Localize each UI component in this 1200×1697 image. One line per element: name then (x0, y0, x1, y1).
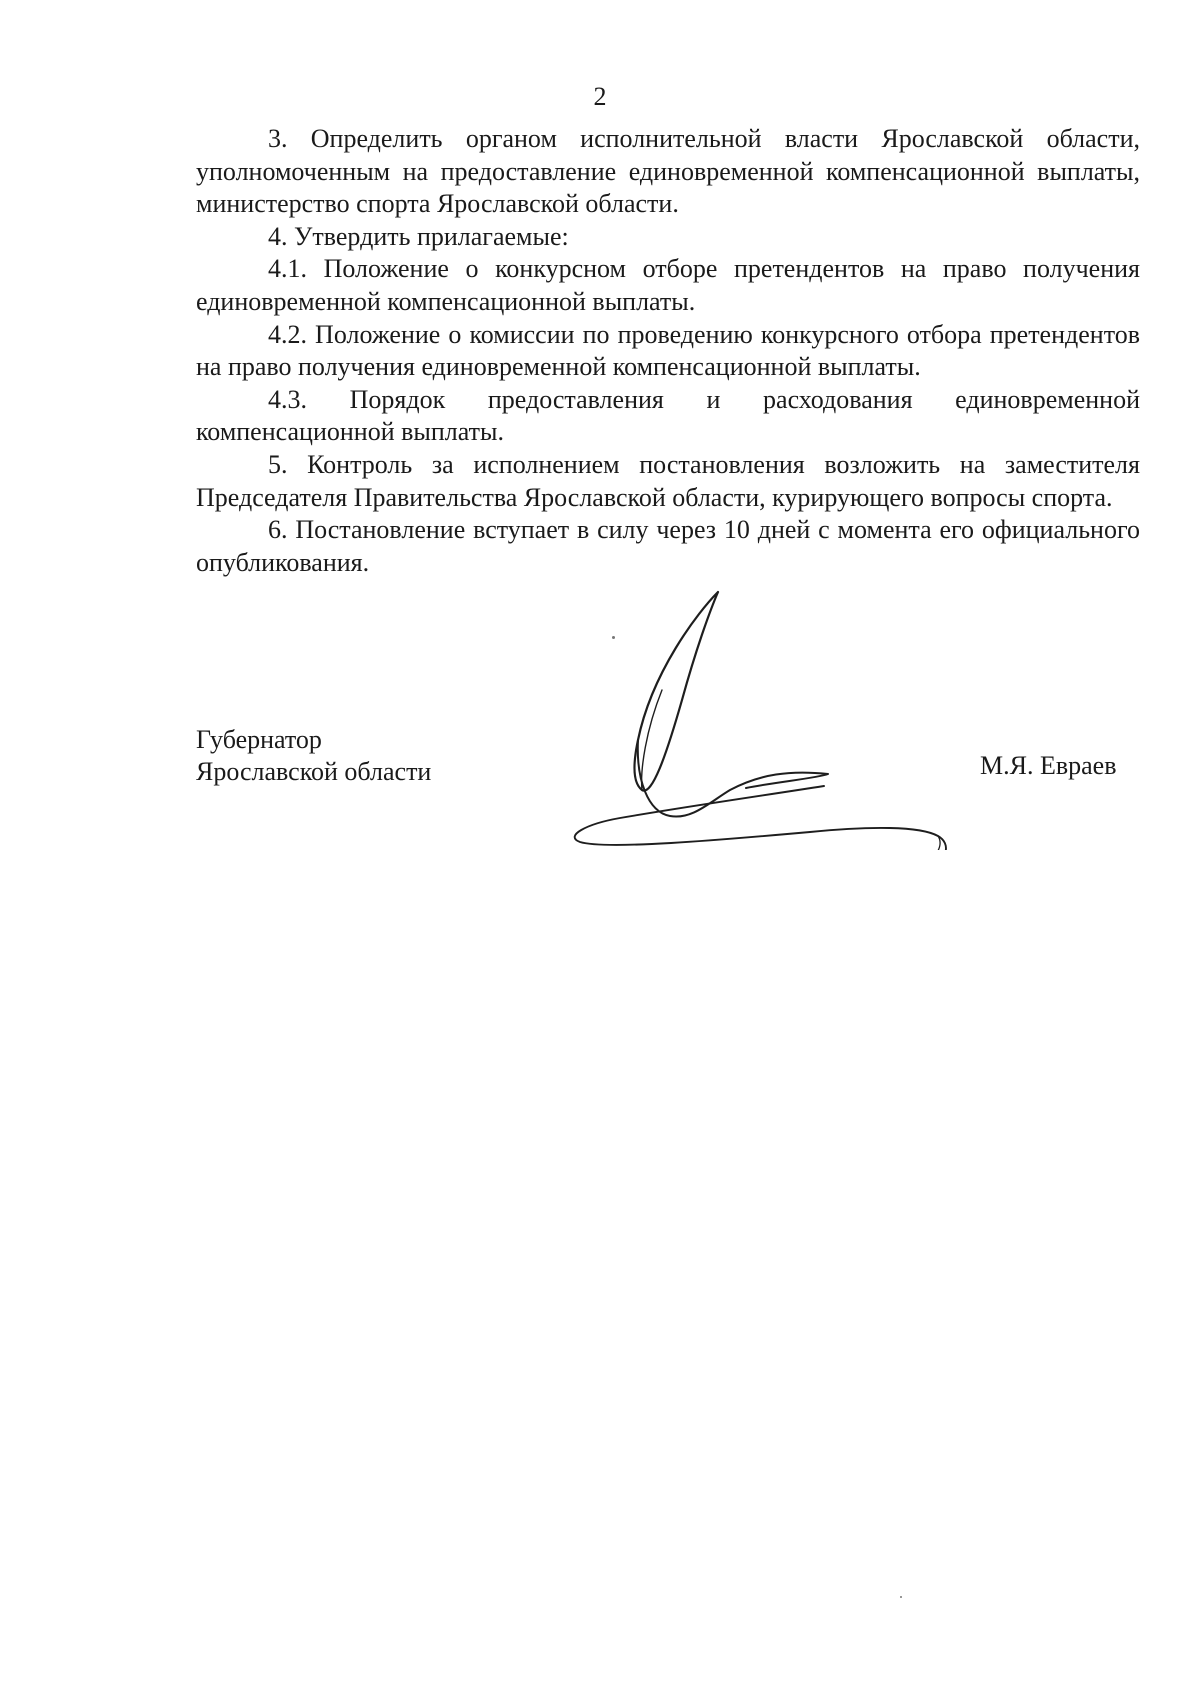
document-body (196, 123, 1140, 579)
scan-speck (612, 636, 615, 639)
signatory-name: М.Я. Евраев (980, 751, 1117, 780)
signatory-region: Ярославской области (196, 757, 432, 786)
paragraph-5: 5. Контроль за исполнением постановления возложить на заместителя Председателя Правительства Ярославской области, курирующего вопросы спорта. (196, 449, 1140, 512)
paragraph-6: 6. Постановление вступает в силу через 10 дней с момента его официального опубликования. (196, 515, 1140, 577)
signatory-title: Губернатор (196, 725, 322, 754)
paragraph-4: 4. Утвердить прилагаемые: (268, 221, 569, 251)
paragraph-4-2: 4.2. Положение о комиссии по проведению конкурсного отбора претендентов на право получения единовременной компенсационной выплаты. (196, 319, 1140, 382)
page-number: 2 (593, 82, 607, 111)
scan-speck (900, 1596, 902, 1598)
paragraph-3: 3. Определить органом исполнительной власти Ярославской области, уполномоченным на предоставление единовременной компенсационной выплаты, министерство спорта Ярославской области. (196, 124, 1140, 219)
handwritten-signature-icon (570, 580, 990, 850)
paragraph-4-3: 4.3. Порядок предоставления и расходования единовременной компенсационной выплаты. (196, 384, 1140, 447)
paragraph-4-1: 4.1. Положение о конкурсном отборе претендентов на право получения единовременной компенсационной выплаты. (196, 254, 1140, 316)
signatory-position (196, 724, 431, 788)
